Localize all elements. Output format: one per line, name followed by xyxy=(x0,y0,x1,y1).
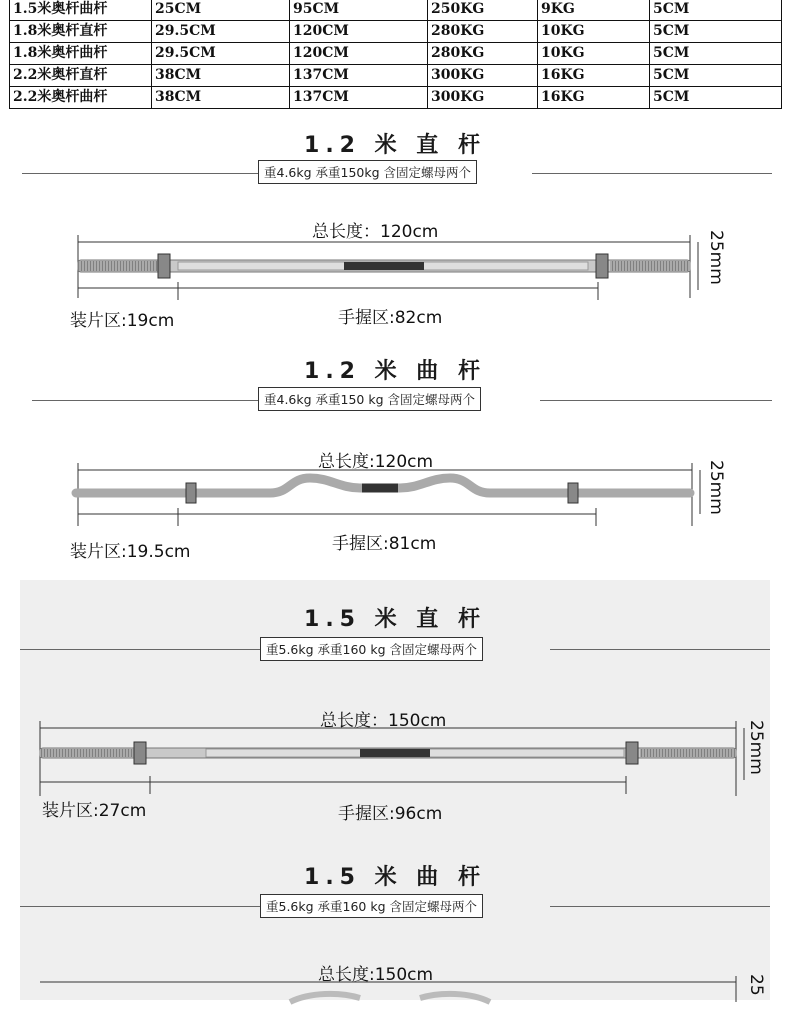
table-cell: 120CM xyxy=(290,43,428,65)
bar-section-1-2m-curl xyxy=(0,350,790,580)
diameter-label: 25mm xyxy=(706,230,726,285)
bar-title: 1.5 米 曲 杆 xyxy=(304,865,486,890)
table-cell: 38CM xyxy=(152,87,290,109)
plate-zone-label: 装片区:19cm xyxy=(70,311,175,331)
spec-divider-right xyxy=(550,906,770,907)
grip-zone-label: 手握区:81cm xyxy=(332,534,437,554)
table-cell: 280KG xyxy=(428,21,538,43)
table-cell: 2.2米奥杆直杆 xyxy=(10,65,152,87)
table-cell: 137CM xyxy=(290,87,428,109)
grip-zone-label: 手握区:82cm xyxy=(338,308,443,328)
spec-divider-left xyxy=(32,400,258,401)
table-cell: 29.5CM xyxy=(152,21,290,43)
table-row xyxy=(10,0,782,21)
table-cell: 5CM xyxy=(650,43,782,65)
table-cell: 137CM xyxy=(290,65,428,87)
table-cell: 2.2米奥杆曲杆 xyxy=(10,87,152,109)
table-cell: 250KG xyxy=(428,0,538,21)
spec-divider-right xyxy=(540,400,772,401)
plate-zone-label: 装片区:27cm xyxy=(42,801,147,821)
table-cell: 120CM xyxy=(290,21,428,43)
spec-divider-right xyxy=(550,649,770,650)
table-cell: 29.5CM xyxy=(152,43,290,65)
plate-zone-label: 装片区:19.5cm xyxy=(70,542,191,562)
spec-divider-left xyxy=(22,173,258,174)
table-cell: 5CM xyxy=(650,87,782,109)
spec-table-body xyxy=(10,0,782,109)
table-cell: 38CM xyxy=(152,65,290,87)
table-cell: 300KG xyxy=(428,87,538,109)
table-row xyxy=(10,21,782,43)
spec-box: 重4.6kg 承重150 kg 含固定螺母两个 xyxy=(258,387,481,411)
spec-divider-left xyxy=(20,906,260,907)
spec-divider-right xyxy=(532,173,772,174)
barbell-illustration xyxy=(20,972,770,1012)
table-cell: 300KG xyxy=(428,65,538,87)
bar-title: 1.2 米 曲 杆 xyxy=(304,359,486,384)
total-length-label: 总长度：150cm xyxy=(320,711,447,731)
total-length-label: 总长度:150cm xyxy=(318,965,434,985)
table-cell: 16KG xyxy=(538,65,650,87)
total-length-label: 总长度：120cm xyxy=(312,222,439,242)
grip-zone-label: 手握区:96cm xyxy=(338,804,443,824)
table-cell: 5CM xyxy=(650,21,782,43)
table-row xyxy=(10,43,782,65)
bar-title: 1.5 米 直 杆 xyxy=(304,607,486,632)
spec-table xyxy=(9,0,782,109)
table-cell: 95CM xyxy=(290,0,428,21)
bar-section-1-5m xyxy=(20,580,770,1000)
table-cell: 5CM xyxy=(650,0,782,21)
spec-divider-left xyxy=(20,649,260,650)
table-row xyxy=(10,87,782,109)
diameter-label: 25mm xyxy=(746,720,766,775)
bar-section-1-2m-straight xyxy=(0,120,790,350)
table-cell: 1.8米奥杆直杆 xyxy=(10,21,152,43)
table-cell: 1.8米奥杆曲杆 xyxy=(10,43,152,65)
table-cell: 9KG xyxy=(538,0,650,21)
spec-box: 重5.6kg 承重160 kg 含固定螺母两个 xyxy=(260,637,483,661)
table-cell: 280KG xyxy=(428,43,538,65)
table-cell: 10KG xyxy=(538,43,650,65)
bar-title: 1.2 米 直 杆 xyxy=(304,133,486,158)
table-row xyxy=(10,65,782,87)
table-cell: 1.5米奥杆曲杆 xyxy=(10,0,152,21)
table-cell: 16KG xyxy=(538,87,650,109)
diameter-label: 25 xyxy=(746,974,766,996)
spec-box: 重5.6kg 承重160 kg 含固定螺母两个 xyxy=(260,894,483,918)
diameter-label: 25mm xyxy=(706,460,726,515)
spec-box: 重4.6kg 承重150kg 含固定螺母两个 xyxy=(258,160,477,184)
table-cell: 10KG xyxy=(538,21,650,43)
table-cell: 25CM xyxy=(152,0,290,21)
table-cell: 5CM xyxy=(650,65,782,87)
total-length-label: 总长度:120cm xyxy=(318,452,434,472)
